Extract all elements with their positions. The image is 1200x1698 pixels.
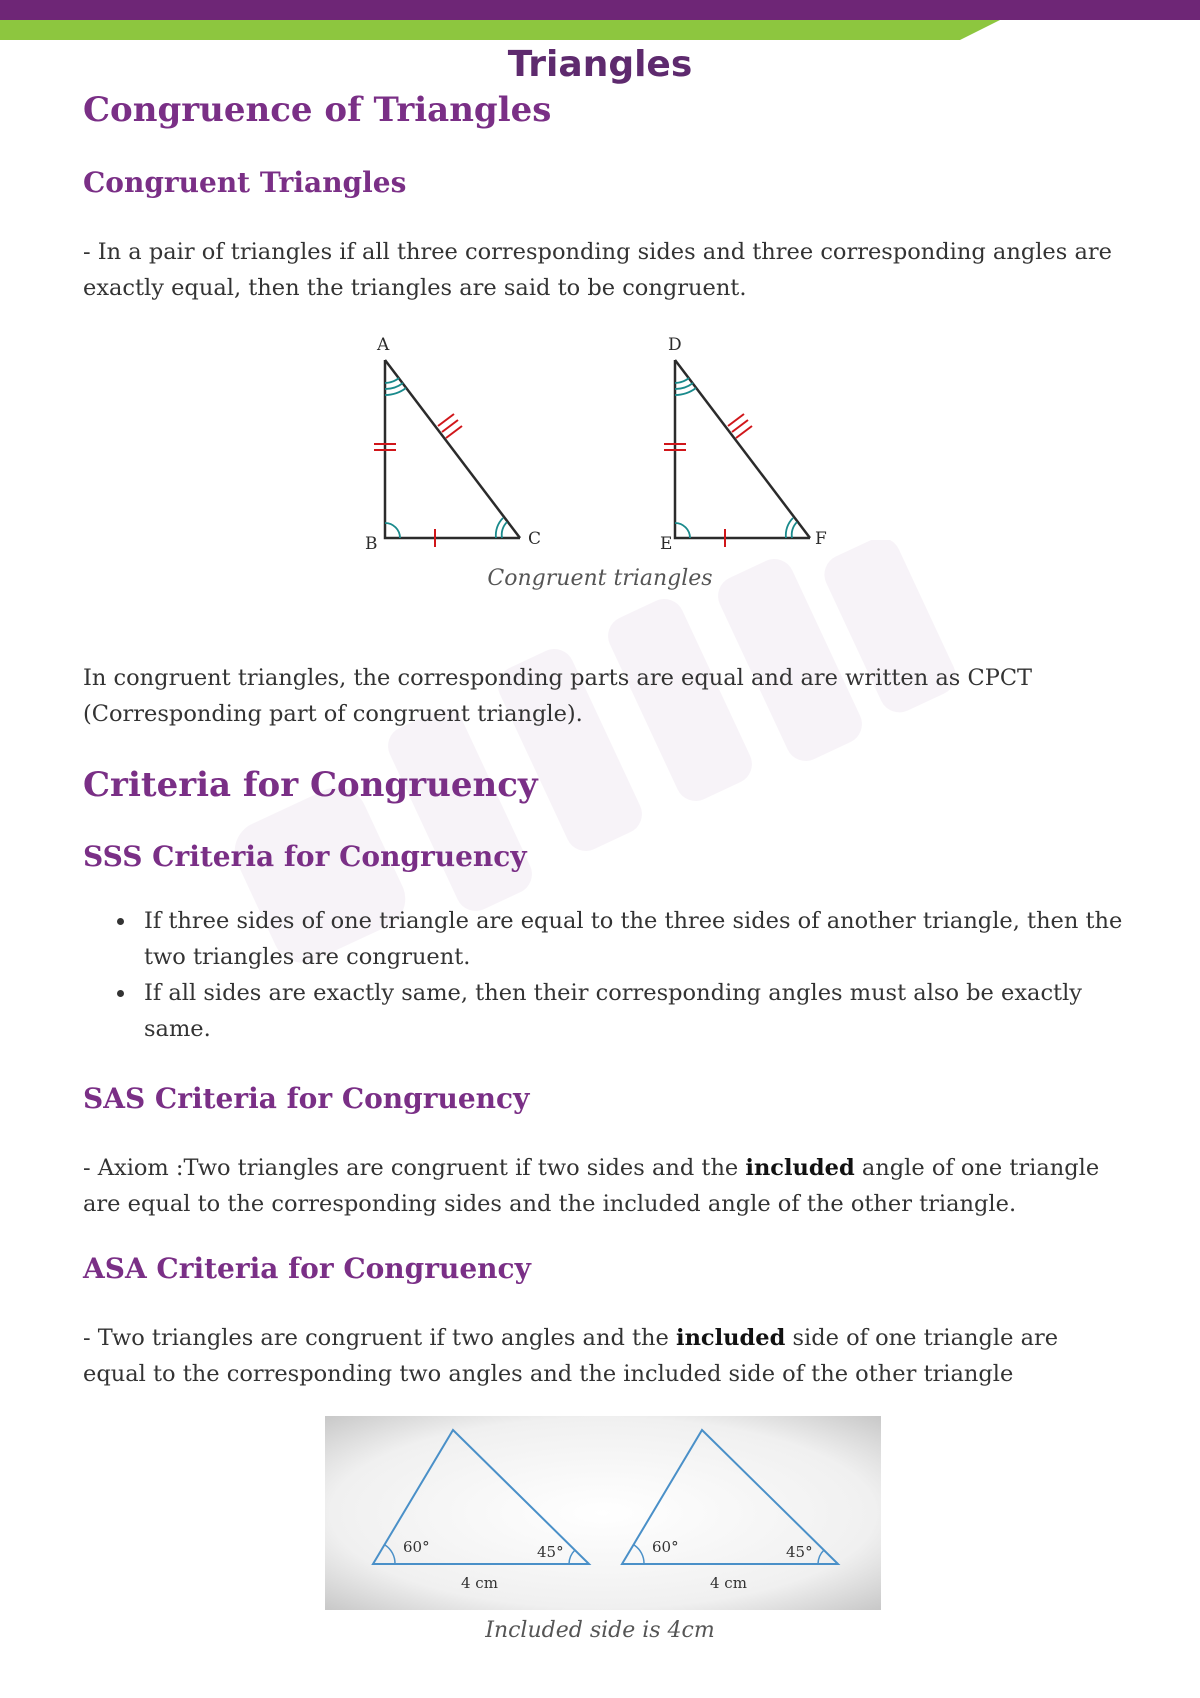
vertex-label-b: B <box>365 534 378 554</box>
subheading-asa: ASA Criteria for Congruency <box>83 1252 531 1285</box>
asa-text-before: - Two triangles are congruent if two angles and the <box>83 1325 677 1351</box>
side-label-left: 4 cm <box>461 1574 498 1592</box>
bullet-dot-icon <box>117 990 124 997</box>
sss-bullet-text: If three sides of one triangle are equal to the three sides of another triangle, then the two triangles are congruent. <box>144 908 1123 970</box>
subheading-congruent-triangles: Congruent Triangles <box>83 166 407 199</box>
asa-emphasis: included <box>676 1325 786 1351</box>
subheading-sss: SSS Criteria for Congruency <box>83 840 527 873</box>
figure-background <box>325 1416 881 1610</box>
cpct-paragraph: In congruent triangles, the corresponding parts are equal and are written as CPCT (Corresponding part of congruent triangle). <box>83 665 1033 727</box>
list-item <box>83 975 1123 1047</box>
asa-text-after: side of one triangle are equal to the corresponding two angles and the included side of the other triangle <box>83 1325 1059 1387</box>
section-heading-congruence: Congruence of Triangles <box>83 90 552 130</box>
triangle-def <box>660 335 827 554</box>
figure-caption-included-side: Included side is 4cm <box>485 1618 715 1643</box>
sas-text-before: - Axiom :Two triangles are congruent if two sides and the <box>83 1155 746 1181</box>
sas-text-after: angle of one triangle are equal to the corresponding sides and the included angle of the other triangle. <box>83 1155 1100 1217</box>
angle-label-60-right: 60° <box>652 1538 679 1556</box>
vertex-label-c: C <box>528 529 542 549</box>
section-heading-criteria: Criteria for Congruency <box>83 765 538 805</box>
angle-label-60-left: 60° <box>403 1538 430 1556</box>
figure-caption-congruent: Congruent triangles <box>487 566 713 591</box>
asa-triangles-figure <box>325 1416 881 1610</box>
bullet-dot-icon <box>117 918 124 925</box>
angle-label-45-left: 45° <box>537 1543 564 1561</box>
sss-bullet-text: If all sides are exactly same, then their corresponding angles must also be exactly same. <box>144 980 1082 1042</box>
sas-emphasis: included <box>745 1155 855 1181</box>
subheading-sas: SAS Criteria for Congruency <box>83 1082 530 1115</box>
angle-label-45-right: 45° <box>786 1543 813 1561</box>
definition-paragraph: - In a pair of triangles if all three corresponding sides and three corresponding angles are exactly equal, then the triangles are said to be congruent. <box>83 239 1112 301</box>
vertex-label-f: F <box>815 529 827 549</box>
vertex-label-e: E <box>660 534 673 554</box>
sas-paragraph <box>83 1150 1123 1222</box>
sss-bullet-list <box>83 903 1123 1047</box>
list-item <box>83 903 1123 975</box>
side-label-right: 4 cm <box>710 1574 747 1592</box>
vertex-label-a: A <box>377 335 390 355</box>
vertex-label-d: D <box>668 335 682 355</box>
congruent-triangles-figure <box>360 328 840 558</box>
header-band <box>0 0 1200 46</box>
asa-paragraph <box>83 1320 1123 1392</box>
document-title: Triangles <box>507 44 693 85</box>
triangle-abc <box>365 335 541 554</box>
